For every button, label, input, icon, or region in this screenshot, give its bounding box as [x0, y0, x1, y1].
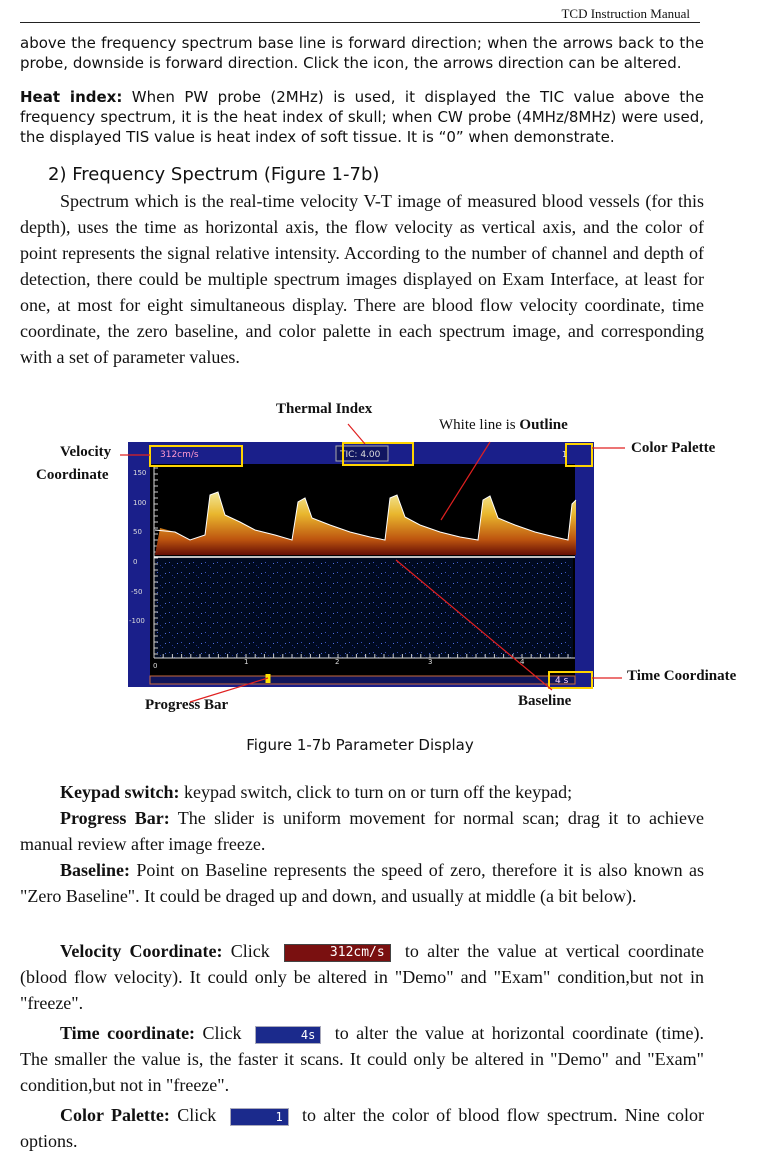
y-tick-100: 100: [133, 499, 147, 507]
velocity-scale-button[interactable]: 312cm/s: [160, 450, 199, 460]
heat-index-term: Heat index:: [20, 88, 123, 106]
label-velocity-2: Coordinate: [36, 467, 109, 483]
heat-index-paragraph: [20, 87, 704, 147]
section-heading: 2) Frequency Spectrum (Figure 1-7b): [48, 164, 380, 185]
page-header: [20, 6, 700, 23]
definition-text: to alter the value at horizontal coordinate (time). The smaller the value is, the faster it scans. It could only be altered in "Demo" and "Exam" condition,but not in "freeze".: [20, 1023, 704, 1095]
definition-text: keypad switch, click to turn on or turn off the keypad;: [179, 782, 573, 802]
definition-term: Keypad switch:: [60, 782, 180, 802]
definition-color-palette: [20, 1102, 704, 1154]
definition-time-coordinate: [20, 1020, 704, 1098]
heat-index-text: When PW probe (2MHz) is used, it displayed the TIC value above the frequency spectrum, it is the heat index of skull; when CW probe (4MHz/8MHz) were used, the displayed TIS value is heat index of soft tissue. It is “0” when demonstrate.: [20, 88, 704, 146]
label-color-palette: Color Palette: [631, 440, 716, 456]
intro-paragraph: above the frequency spectrum base line is forward direction; when the arrows back to the probe, downside is forward direction. Click the icon, the arrows direction can be altered.: [20, 34, 704, 72]
x-tick-2: 2: [335, 658, 340, 666]
x-tick-0: 0: [153, 662, 158, 670]
definition-term: Color Palette:: [60, 1105, 170, 1125]
definition-velocity-coordinate: [20, 938, 704, 1016]
time-scale-inline-button[interactable]: 4s: [255, 1026, 321, 1044]
definition-term: Velocity Coordinate:: [60, 941, 223, 961]
definition-term: Baseline:: [60, 860, 130, 880]
definition-progress-bar: [20, 805, 704, 857]
x-tick-3: 3: [428, 658, 433, 666]
x-tick-1: 1: [244, 658, 249, 666]
figure-caption: Figure 1-7b Parameter Display: [246, 736, 474, 754]
spectrum-paragraph: Spectrum which is the real-time velocity V-T image of measured blood vessels (for this depth), uses the time as horizontal axis, the flow velocity as vertical axis, and the color of point represents the signal relative intensity. According to the number of channel and depth of detection, there could be multiple spectrum images displayed on Exam Interface, at least for one, at most for eight simultaneous display. There are blood flow velocity coordinate, time coordinate, the zero baseline, and color palette in each spectrum image, and corresponding with a set of parameter values.: [20, 191, 704, 367]
color-palette-inline-button[interactable]: 1: [230, 1108, 289, 1126]
label-progress-bar: Progress Bar: [145, 697, 229, 713]
label-thermal-index: Thermal Index: [276, 401, 373, 417]
definition-term: Time coordinate:: [60, 1023, 196, 1043]
outline-prefix: White line is: [439, 417, 520, 433]
progress-bar-track[interactable]: [150, 676, 575, 684]
y-tick-50: 50: [133, 528, 142, 536]
definition-keypad-switch: [20, 779, 704, 805]
definition-pre: Click: [222, 941, 278, 961]
definition-pre: Click: [195, 1023, 249, 1043]
definition-text: to alter the value at vertical coordinate (blood flow velocity). It could only be altered in "Demo" and "Exam" condition,but not in "freeze".: [20, 941, 704, 1013]
y-tick-150: 150: [133, 469, 147, 477]
definition-text: to alter the color of blood flow spectrum. Nine color options.: [20, 1105, 704, 1151]
definition-term: Progress Bar:: [60, 808, 170, 828]
label-velocity-1: Velocity: [60, 444, 112, 460]
label-baseline: Baseline: [518, 693, 572, 709]
definition-baseline: [20, 857, 704, 909]
y-tick-0: 0: [133, 558, 138, 566]
color-palette-button[interactable]: 1: [562, 450, 568, 459]
negative-flow-noise: [155, 558, 573, 658]
x-tick-4: 4: [520, 658, 525, 666]
label-time-coordinate: Time Coordinate: [627, 668, 737, 684]
definition-text: The slider is uniform movement for normal scan; drag it to achieve manual review after image freeze.: [20, 808, 705, 854]
tic-value: TIC: 4.00: [340, 450, 381, 460]
time-scale-button[interactable]: 4 s: [555, 676, 569, 686]
definition-text: Point on Baseline represents the speed of zero, therefore it is also known as "Zero Baseline". It could be draged up and down, and usually at middle (a bit below).: [20, 860, 704, 906]
header-title: TCD Instruction Manual: [561, 6, 690, 21]
velocity-scale-inline-button[interactable]: 312cm/s: [284, 944, 391, 962]
y-tick-minus50: -50: [131, 588, 143, 596]
y-tick-minus100: -100: [129, 617, 145, 625]
definition-pre: Click: [169, 1105, 224, 1125]
outline-bold: Outline: [519, 417, 568, 433]
spectrum-figure-svg: [0, 400, 770, 720]
